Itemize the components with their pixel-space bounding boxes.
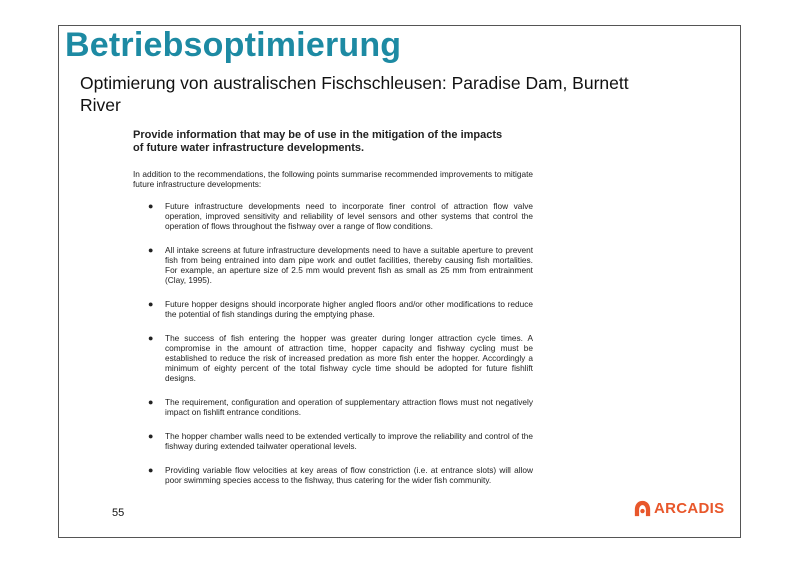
- document-intro: In addition to the recommendations, the following points summarise recommended improvements to mitigate future infrastructure developments:: [133, 169, 533, 189]
- document-heading: Provide information that may be of use in the mitigation of the impacts of future water infrastructure developments.: [133, 129, 503, 154]
- bullet-icon: ●: [148, 201, 154, 211]
- company-logo: [634, 500, 724, 517]
- list-item: [133, 333, 533, 383]
- bullet-icon: ●: [148, 397, 154, 407]
- slide-title: Betriebsoptimierung: [65, 26, 402, 64]
- list-item: [133, 431, 533, 451]
- bullet-icon: ●: [148, 299, 154, 309]
- list-item: [133, 201, 533, 231]
- bullet-text: The requirement, configuration and operation of supplementary attraction flows must not negatively impact on fishlift entrance conditions.: [165, 397, 533, 417]
- bullet-icon: ●: [148, 333, 154, 343]
- list-item: [133, 465, 533, 485]
- bullet-list: [133, 201, 533, 485]
- page-number: 55: [112, 507, 125, 519]
- list-item: [133, 299, 533, 319]
- list-item: [133, 397, 533, 417]
- bullet-icon: ●: [148, 431, 154, 441]
- bullet-text: Future infrastructure developments need to incorporate finer control of attraction flow valve operation, improved sensitivity and reliability of level sensors and other systems that control the operation of flows throughout the fishway over a range of flow conditions.: [165, 201, 533, 231]
- bullet-text: Future hopper designs should incorporate higher angled floors and/or other modifications to reduce the potential of fish standings during the emptying phase.: [165, 299, 533, 319]
- arcadis-logo-icon: [634, 500, 651, 517]
- bullet-text: The hopper chamber walls need to be extended vertically to improve the reliability and control of the fishway during extended tailwater operational levels.: [165, 431, 533, 451]
- bullet-text: All intake screens at future infrastructure developments need to have a suitable aperture to prevent fish from being entrained into dam pipe work and outlet facilities, thereby causing fish mortalities. For example, an aperture size of 2.5 mm would prevent fish as small as 25 mm from entrainment (Clay, 1995).: [165, 245, 533, 285]
- bullet-text: The success of fish entering the hopper was greater during longer attraction cycle times. A compromise in the amount of attraction time, hopper capacity and fishway cycling must be established to reduce the risk of increased predation as more fish enter the hopper. Accordingly a minimum of eighty percent of the total fishway cycle time should be adopted for future fishlift designs.: [165, 333, 533, 383]
- document-excerpt: [133, 129, 533, 499]
- bullet-text: Providing variable flow velocities at key areas of flow constriction (i.e. at entrance slots) will allow poor swimming species access to the fishway, thus catering for the wider fish community.: [165, 465, 533, 485]
- bullet-icon: ●: [148, 465, 154, 475]
- logo-text: ARCADIS: [654, 500, 725, 517]
- list-item: [133, 245, 533, 285]
- slide-subtitle: Optimierung von australischen Fischschleusen: Paradise Dam, Burnett River: [80, 73, 629, 115]
- bullet-icon: ●: [148, 245, 154, 255]
